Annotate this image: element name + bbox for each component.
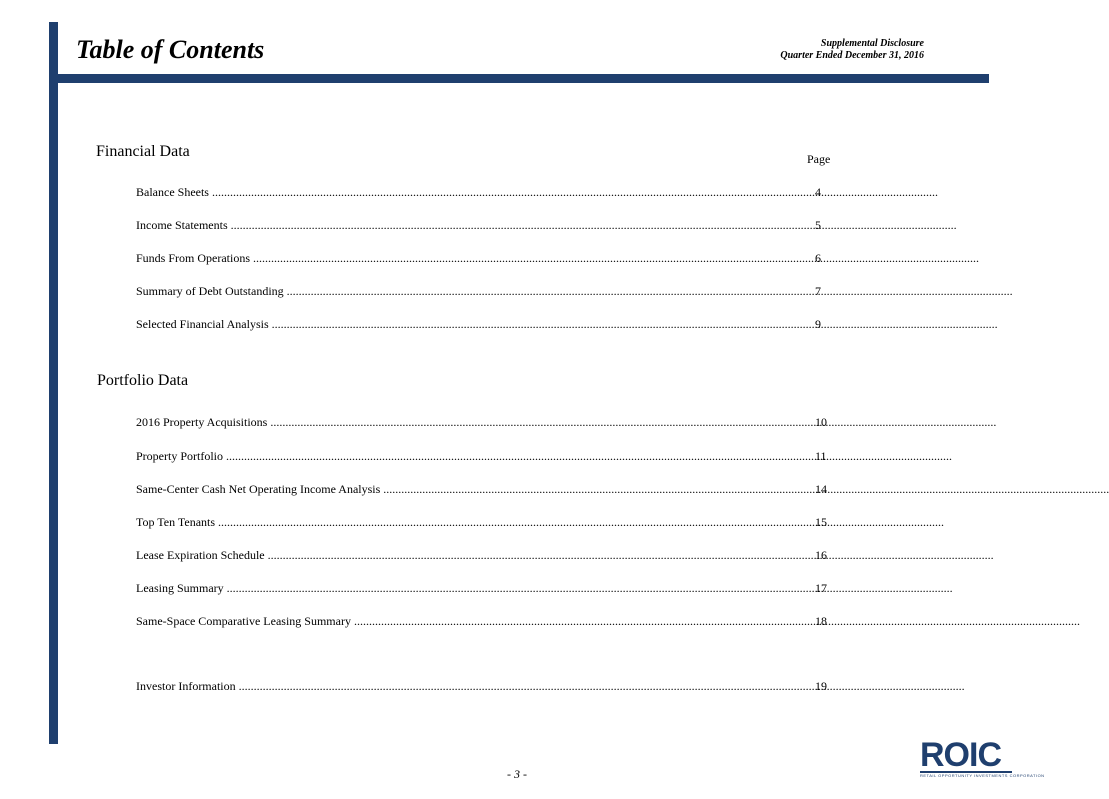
toc-page-number: 6 (815, 251, 821, 265)
toc-row-lease-expiration[interactable] (136, 547, 836, 563)
left-accent-bar (49, 22, 58, 744)
toc-page-number: 15 (815, 515, 827, 529)
toc-page-number: 9 (815, 317, 821, 331)
toc-row-same-space-leasing[interactable] (136, 613, 836, 629)
toc-row-property-acquisitions[interactable] (136, 414, 836, 430)
toc-label: Funds From Operations ..... (136, 250, 794, 266)
portfolio-data-heading: Portfolio Data (97, 372, 189, 389)
page-column-label: Page (807, 152, 831, 166)
toc-row-investor-information[interactable] (136, 678, 836, 694)
header-rule (49, 74, 989, 83)
toc-label: Selected Financial Analysis ..... (136, 316, 794, 332)
toc-label: Summary of Debt Outstanding ..... (136, 283, 794, 299)
toc-row-top-ten-tenants[interactable] (136, 514, 836, 530)
page-title: Table of Contents (76, 35, 265, 64)
toc-label: 2016 Property Acquisitions ..... (136, 414, 794, 430)
toc-row-same-center-noi[interactable] (136, 481, 836, 497)
toc-page-number: 16 (815, 548, 827, 562)
toc-row-summary-of-debt[interactable] (136, 283, 836, 299)
toc-label: Top Ten Tenants ..... (136, 514, 794, 530)
footer-page-number: - 3 - (507, 767, 527, 781)
toc-page-number: 11 (815, 449, 827, 463)
toc-label: Income Statements ..... (136, 217, 794, 233)
toc-page-number: 7 (815, 284, 821, 298)
toc-page-number: 10 (815, 415, 827, 429)
toc-label: Same-Space Comparative Leasing Summary ..... (136, 613, 794, 629)
toc-page-number: 17 (815, 581, 827, 595)
toc-row-property-portfolio[interactable] (136, 448, 836, 464)
logo-subtext: RETAIL OPPORTUNITY INVESTMENTS CORPORATION (920, 773, 1045, 778)
toc-label: Lease Expiration Schedule ..... (136, 547, 794, 563)
supplemental-disclosure (780, 38, 924, 62)
roic-logo (920, 736, 1045, 780)
supplemental-line-2: Quarter Ended December 31, 2016 (780, 50, 924, 61)
toc-row-balance-sheets[interactable] (136, 184, 836, 200)
toc-label: Same-Center Cash Net Operating Income Analysis ..... (136, 481, 794, 497)
toc-page-number: 4 (815, 185, 821, 199)
toc-page-number: 5 (815, 218, 821, 232)
toc-row-leasing-summary[interactable] (136, 580, 836, 596)
toc-label: Investor Information ..... (136, 678, 794, 694)
toc-page-number: 19 (815, 679, 827, 693)
toc-page-number: 18 (815, 614, 827, 628)
toc-page-number: 14 (815, 482, 827, 496)
toc-row-income-statements[interactable] (136, 217, 836, 233)
financial-data-heading: Financial Data (96, 143, 190, 160)
logo-wordmark: ROIC (920, 736, 1001, 774)
toc-row-funds-from-operations[interactable] (136, 250, 836, 266)
toc-label: Property Portfolio ..... (136, 448, 794, 464)
toc-label: Leasing Summary ..... (136, 580, 794, 596)
toc-label: Balance Sheets ..... (136, 184, 794, 200)
supplemental-line-1: Supplemental Disclosure (820, 38, 924, 49)
toc-row-selected-financial-analysis[interactable] (136, 316, 836, 332)
